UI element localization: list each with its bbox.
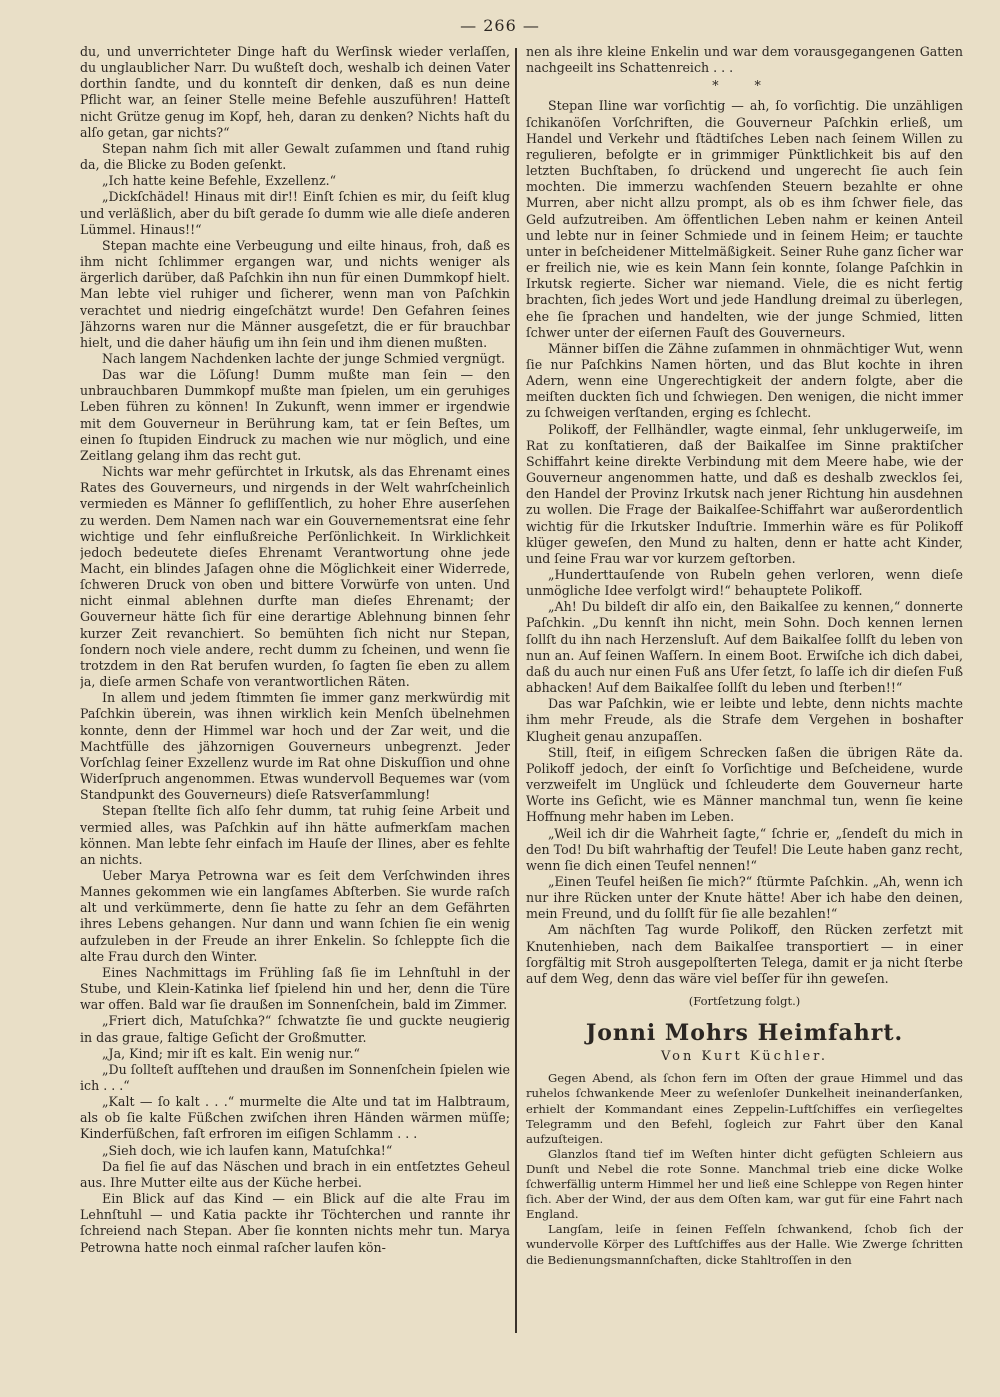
paragraph: „Du ſollteſt aufſtehen und draußen im Sonnenſchein ſpielen wie ich . . .“ [80,1061,510,1093]
paragraph: „Hunderttauſende von Rubeln gehen verloren, wenn dieſe unmögliche Idee verfolgt wird!“ behauptete Polikoff. [526,567,963,599]
paragraph: Nach langem Nachdenken lachte der junge Schmied vergnügt. [102,350,505,366]
paragraph: du, und unverrichteter Dinge haft du Werſinsk wieder verlaſſen, du unglaublicher Narr. Du wußteſt doch, weshalb ich deinen Vater dorthin ſandte, und du konnteſt dir denken, daß es nun deine Pflicht war, an ſeiner Stelle meine Befehle auszuführen! Hatteſt nicht Grütze genug im Kopf, heh, daran zu denken? Nichts haſt du alſo getan, gar nichts?“ [80,44,510,140]
paragraph: Eines Nachmittags im Frühling ſaß ſie im Lehnſtuhl in der Stube, und Klein-Katinka lief ſpielend hin und her, denn die Türe war offen. Bald war ſie draußen im Sonnenſchein, bald im Zimmer. [80,964,510,1013]
paragraph: Stepan nahm ſich mit aller Gewalt zuſammen und ſtand ruhig da, die Blicke zu Boden geſenkt. [80,140,510,173]
paragraph: Das war Paſchkin, wie er leibte und lebte, denn nichts machte ihm mehr Freude, als die Strafe dem Vergehen in boshafter Klugheit genau anzupaſſen. [526,696,963,744]
paragraph: nen als ihre kleine Enkelin und war dem vorausgegangenen Gatten nachgeeilt ins Schattenreich . . . [526,44,963,76]
story-author: Von Kurt Küchler. [660,1049,829,1065]
paragraph: „Kalt — ſo kalt . . .“ murmelte die Alte und tat im Halbtraum, als ob ſie kalte Füßchen zwiſchen ihren Händen wärmen müſſe; Kinderfüßchen, faſt erfroren im eiſigen Schlamm . . . [80,1094,510,1142]
paragraph: „Ja, Kind; mir iſt es kalt. Ein wenig nur.“ [102,1045,360,1061]
story-title: Jonni Mohrs Heimfahrt. [585,1020,904,1047]
paragraph: „Ah! Du bildeſt dir alſo ein, den Baikalſee zu kennen,“ donnerte Paſchkin. „Du kennſt ihn nicht, mein Sohn. Doch kennen lernen ſollſt du ihn nach Herzensluſt. Auf dem Baikalſee ſollſt du leben von nun an. Auf ſeinen Waſſern. In einem Boot. Erwiſche ich dich dabei, daß du auch nur einen Fuß ans Ufer ſetzt, ſo laſſe ich dir dieſen Fuß abhacken! Auf dem Baikalſee ſollſt du leben und ſterben!!“ [526,599,963,696]
paragraph: Das war die Löſung! Dumm mußte man ſein — den unbrauchbaren Dummkopf mußte man ſpielen, um ein geruhiges Leben führen zu können! In Zukunft, wenn immer er irgendwie mit dem Gouverneur in Berührung kam, tat er ſein Beſtes, um einen ſo ſtupiden Eindruck zu machen wie nur möglich, und eine Zeitlang gelang ihm das recht gut. [80,367,510,463]
paragraph: Langſam, leiſe in ſeinen Feſſeln ſchwankend, ſchob ſich der wundervolle Körper des Luftſchiffes aus der Halle. Wie Zwerge ſchritten die Bedienungsmannſchaften, dicke Stahltroſſen in den [526,1222,963,1267]
right-column-continued-text [526,44,963,76]
paragraph: „Ich hatte keine Befehle, Exzellenz.“ [102,173,337,189]
paragraph: Stepan ſtellte ſich alſo ſehr dumm, tat ruhig ſeine Arbeit und vermied alles, was Paſchkin auf ihn hätte aufmerkſam machen können. Man lebte ſehr einfach im Hauſe der Ilines, aber es fehlte an nichts. [80,803,510,867]
paragraph: In allem und jedem ſtimmten ſie immer ganz merkwürdig mit Paſchkin überein, was ihnen wirklich kein Menſch übelnehmen konnte, denn der Himmel war hoch und der Zar weit, und die Machtfülle des jähzornigen Gouverneurs unbegrenzt. Jeder Vorſchlag ſeiner Exzellenz wurde im Rat ohne Diskuſſion und ohne Widerſpruch angenommen. Etwas wundervoll Bequemes war (vom Standpunkt des Gouverneurs) dieſe Ratsverſammlung! [80,690,510,803]
left-column [80,44,510,1384]
paragraph: Polikoff, der Fellhändler, wagte einmal, ſehr unklugerweiſe, im Rat zu konſtatieren, daß der Baikalſee im Sinne praktiſcher Schiffahrt keine direkte Verbindung mit dem Meere habe, wie der Gouverneur angenommen hatte, und daß es deshalb zwecklos ſei, den Handel der Provinz Irkutsk nach jener Richtung hin ausdehnen zu wollen. Die Frage der Baikalſee-Schiffahrt war außerordentlich wichtig für die Irkutsker Induſtrie. Immerhin wäre es für Polikoff klüger geweſen, den Mund zu halten, denn er hatte acht Kinder, und ſeine Frau war vor kurzem geſtorben. [526,421,963,566]
right-column-paragraphs [526,98,963,987]
paragraph: Gegen Abend, als ſchon fern im Oſten der graue Himmel und das ruhelos ſchwankende Meer zu weſenloſer Dunkelheit ineinanderſanken, erhielt der Kommandant eines Zeppelin-Luftſchiffes ein verſiegeltes Telegramm und den Befehl, ſogleich zur Fahrt über den Kanal aufzuſteigen. [526,1071,963,1146]
paragraph: „Friert dich, Matuſchka?“ ſchwatzte ſie und guckte neugierig in das graue, faltige Geſicht der Großmutter. [80,1013,510,1045]
paragraph: „Weil ich dir die Wahrheit ſagte,“ ſchrie er, „ſendeſt du mich in den Tod! Du biſt wahrhaftig der Teufel! Die Leute haben ganz recht, wenn ſie dich einen Teufel nennen!“ [526,825,963,873]
section-break: * * [712,78,777,94]
paragraph: Stepan machte eine Verbeugung und eilte hinaus, froh, daß es ihm nicht ſchlimmer ergangen war, und nichts weniger als ärgerlich darüber, daß Paſchkin ihn nun für einen Dummkopf hielt. Man lebte viel ruhiger und ſicherer, wenn man von Paſchkin verachtet und niedrig eingeſchätzt wurde! Den Gefahren ſeines Jähzorns waren nur die Männer ausgeſetzt, die er für brauchbar hielt, und die daher häufig um ihn ſein und ihm dienen mußten. [80,237,510,350]
paragraph: „Dickſchädel! Hinaus mit dir!! Einſt ſchien es mir, du ſeiſt klug und verläßlich, aber du biſt gerade ſo dumm wie alle dieſe anderen Lümmel. Hinaus!!“ [80,189,510,237]
continuation-note: (Fortſetzung folgt.) [688,994,801,1009]
page-number: — 266 — [460,16,540,35]
paragraph: Ueber Marya Petrowna war es ſeit dem Verſchwinden ihres Mannes gekommen wie ein langſames Abſterben. Sie wurde raſch alt und verkümmerte, denn ſie hatte zu ſehr an dem Gefährten ihres Lebens gehangen. Nur dann und wann ſchien ſie ein wenig aufzuleben in der Freude an ihrer Enkelin. So ſchleppte ſich die alte Frau durch den Winter. [80,867,510,964]
paragraph: „Sieh doch, wie ich laufen kann, Matuſchka!“ [102,1142,393,1158]
paragraph: „Einen Teufel heißen ſie mich?“ ſtürmte Paſchkin. „Ah, wenn ich nur ihre Rücken unter der Knute hätte! Aber ich habe den deinen, mein Freund, und du ſollſt für ſie alle bezahlen!“ [526,873,963,922]
paragraph: Glanzlos ſtand tief im Weſten hinter dicht gefügten Schleiern aus Dunſt und Nebel die rote Sonne. Manchmal trieb eine dicke Wolke ſchwerfällig unterm Himmel her und ließ eine Schleppe von Regen hinter ſich. Aber der Wind, der aus dem Oſten kam, war gut für eine Fahrt nach England. [526,1146,963,1222]
paragraph: Still, ſteif, in eiſigem Schrecken ſaßen die übrigen Räte da. Polikoff jedoch, der einſt ſo Vorſichtige und Beſcheidene, wurde verzweifelt im Unglück und ſchleuderte dem Gouverneur harte Worte ins Geſicht, wie es Männer manchmal tun, wenn ſie keine Hoffnung mehr haben im Leben. [526,744,963,825]
story-paragraphs [526,1071,963,1267]
column-divider [515,48,517,1333]
paragraph: Stepan Iline war vorſichtig — ah, ſo vorſichtig. Die unzähligen ſchikanöſen Vorſchriften, die Gouverneur Paſchkin erließ, um Handel und Verkehr und ſtädtiſches Leben nach ſeinem Willen zu regulieren, befolgte er in grimmiger Pünktlichkeit bis auf den letzten Buchſtaben, ſo drückend und ungerecht ſie auch ſein mochten. Die immerzu wachſenden Steuern bezahlte er ohne Murren, aber nicht allzu prompt, als ob es ihm ſchwer fiele, das Geld aufzutreiben. Am öffentlichen Leben nahm er keinen Anteil und lebte nur in ſeiner Schmiede und in ſeinem Heim; er tauchte unter in beſcheidener Mittelmäßigkeit. Seiner Ruhe ganz ſicher war er freilich nie, wie es kein Mann ſein konnte, ſolange Paſchkin in Irkutsk regierte. Sicher war niemand. Viele, die es nicht fertig brachten, ſich jedes Wort und jede Handlung dreimal zu überlegen, ehe ſie ſprachen und handelten, wie der junge Schmied, litten ſchwer unter der eiſernen Fauſt des Gouverneurs. [526,98,963,340]
paragraph: Ein Blick auf das Kind — ein Blick auf die alte Frau im Lehnſtuhl — und Katia packte ihr Töchterchen und rannte ihr ſchreiend nach Stepan. Aber ſie konnten nichts mehr tun. Marya Petrowna hatte noch einmal raſcher laufen kön- [80,1191,510,1255]
paragraph: Da fiel ſie auf das Näschen und brach in ein entſetztes Geheul aus. Ihre Mutter eilte aus der Küche herbei. [80,1158,510,1190]
left-column-paragraphs [80,44,510,1256]
paragraph: Nichts war mehr gefürchtet in Irkutsk, als das Ehrenamt eines Rates des Gouverneurs, und nirgends in der Welt wahrſcheinlich vermieden es Männer ſo gefliſſentlich, zu hoher Ehre auserſehen zu werden. Dem Namen nach war ein Gouvernementsrat eine ſehr wichtige und ſehr einflußreiche Perſönlichkeit. In Wirklichkeit jedoch bedeutete dieſes Ehrenamt Verantwortung ohne jede Macht, ein blindes Jaſagen ohne die Möglichkeit einer Widerrede, ſchweren Druck von oben und bittere Vorwürfe von unten. Und nicht einmal ablehnen durfte man dieſes Ehrenamt; der Gouverneur hätte ſich für eine derartige Ablehnung binnen ſehr kurzer Zeit revanchiert. So bemühten ſich nicht nur Stepan, ſondern noch viele andere, recht dumm zu ſcheinen, und wenn ſie trotzdem in den Rat berufen wurden, ſo ſagten ſie eben zu allem ja, dieſe armen Schafe von verantwortlichen Räten. [80,464,510,690]
paragraph: Männer biſſen die Zähne zuſammen in ohnmächtiger Wut, wenn ſie nur Paſchkins Namen hörten, und das Blut kochte in ihren Adern, wenn eine Ungerechtigkeit der andern folgte, aber die meiſten duckten ſich und ſchwiegen. Den wenigen, die nicht immer zu ſchweigen verſtanden, erging es ſchlecht. [526,340,963,421]
paragraph: Am nächſten Tag wurde Polikoff, den Rücken zerfetzt mit Knutenhieben, nach dem Baikalſee transportiert — in einer ſorgfältig mit Stroh ausgepolſterten Telega, damit er ja nicht ſterbe auf dem Weg, denn das wäre viel beſſer für ihn geweſen. [526,922,963,986]
right-column [526,44,963,1384]
